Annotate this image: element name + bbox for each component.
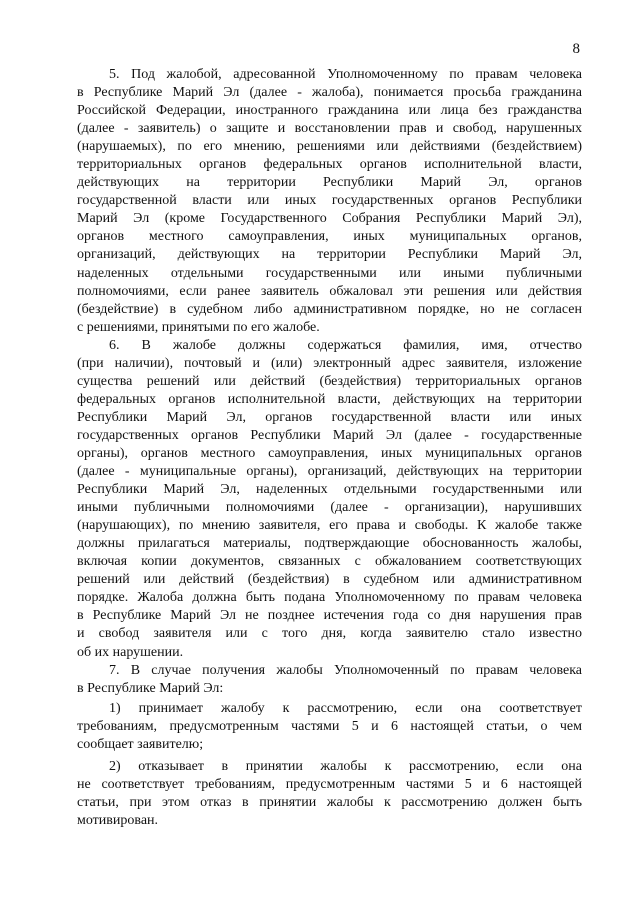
document-body — [77, 66, 582, 830]
text-line: (бездействие) в судебном либо административном порядке, но не согласен — [77, 301, 582, 317]
text-line: 5. Под жалобой, адресованной Уполномоченному по правам человека — [109, 67, 582, 82]
text-line: в Республике Марий Эл: — [77, 680, 224, 696]
text-line: и свобод заявителя или с того дня, когда заявителю стало известно — [77, 626, 582, 642]
text-line: 6. В жалобе должны содержаться фамилия, имя, отчество — [109, 337, 582, 353]
text-line: Марий Эл (кроме Государственного Собрания Республики Марий Эл), — [77, 211, 582, 227]
text-line: (далее - муниципальные органы), организаций, действующих на территории — [77, 464, 582, 480]
text-line: в Республике Марий Эл не позднее истечения года со дня нарушения прав — [77, 608, 582, 624]
text-line: сообщает заявителю; — [77, 736, 204, 752]
text-line: территориальных органов федеральных органов исполнительной власти, — [77, 157, 582, 173]
text-line: с решениями, принятыми по его жалобе. — [77, 319, 320, 335]
text-line: 7. В случае получения жалобы Уполномоченный по правам человека — [109, 662, 582, 678]
text-line: наделенных отдельными государственными или иными публичными — [77, 265, 582, 281]
text-line: иными публичными полномочиями (далее - организации), нарушивших — [77, 500, 582, 516]
text-line: (нарушаемых), по его мнению, решениями или действиями (бездействием) — [77, 139, 582, 155]
text-line: порядке. Жалоба должна быть подана Уполномоченному по правам человека — [77, 590, 582, 606]
text-line: в Республике Марий Эл (далее - жалоба), понимается просьба гражданина — [77, 85, 582, 101]
text-line: (далее - заявитель) о защите и восстановлении прав и свобод, нарушенных — [77, 121, 582, 137]
text-line: (нарушающих), по мнению заявителя, его права и свободы. К жалобе также — [77, 518, 582, 534]
text-line: 1) принимает жалобу к рассмотрению, если она соответствует — [109, 700, 582, 716]
page-number: 8 — [572, 41, 580, 57]
text-line: Российской Федерации, иностранного гражданина или лица без гражданства — [77, 103, 582, 119]
paragraph-p7-1 — [77, 700, 582, 754]
text-line: включая копии документов, связанных с обжалованием соответствующих — [77, 554, 582, 570]
text-line: органов местного самоуправления, иных муниципальных органов, — [77, 229, 582, 245]
paragraph-p7 — [77, 662, 582, 698]
paragraph-p5 — [77, 66, 582, 337]
text-line: об их нарушении. — [77, 644, 184, 660]
text-line: статьи, при этом отказ в принятии жалобы к рассмотрению должен быть — [77, 794, 582, 810]
text-line: должны прилагаться материалы, подтверждающие обоснованность жалобы, — [77, 536, 582, 552]
text-line: 2) отказывает в принятии жалобы к рассмотрению, если она — [109, 758, 582, 774]
text-line: Республики Марий Эл, наделенных отдельными государственными или — [77, 482, 582, 498]
text-line: требованиям, предусмотренным частями 5 и 6 настоящей статьи, о чем — [77, 718, 582, 734]
text-line: государственной власти или иных государственных органов Республики — [77, 193, 582, 209]
paragraph-p6 — [77, 337, 582, 662]
text-line: федеральных органов исполнительной власти, действующих на территории — [77, 391, 582, 407]
text-line: органы), органов местного самоуправления, иных муниципальных органов — [77, 445, 582, 461]
text-line: мотивирован. — [77, 812, 159, 828]
text-line: действующих на территории Республики Марий Эл, органов — [77, 175, 582, 191]
text-line: Республики Марий Эл, органов государственной власти или иных — [77, 409, 582, 425]
text-line: существа решений или действий (бездействия) территориальных органов — [77, 373, 582, 389]
text-line: (при наличии), почтовый и (или) электронный адрес заявителя, изложение — [77, 355, 582, 371]
text-line: решений или действий (бездействия) в судебном или административном — [77, 572, 582, 588]
text-line: не соответствует требованиям, предусмотренным частями 5 и 6 настоящей — [77, 776, 582, 792]
text-line: полномочиями, если ранее заявитель обжаловал эти решения или действия — [77, 283, 582, 299]
paragraph-p7-2 — [77, 758, 582, 830]
text-line: организаций, действующих на территории Республики Марий Эл, — [77, 247, 582, 263]
text-line: государственных органов Республики Марий Эл (далее - государственные — [77, 427, 582, 443]
